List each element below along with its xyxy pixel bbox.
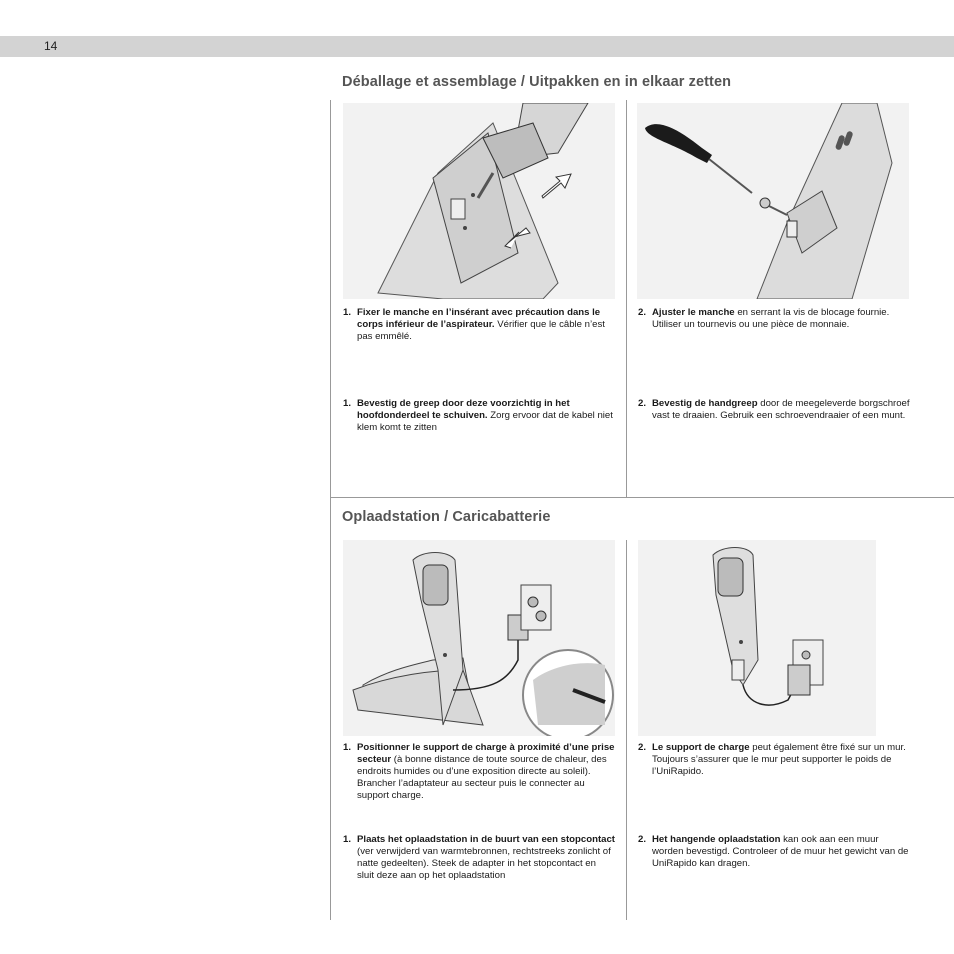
step-nl-wall-mount [638,834,910,870]
left-column-divider [330,100,331,920]
section-title-charging: Oplaadstation / Caricabatterie [342,509,551,525]
middle-divider-top [626,100,627,498]
step-number: 2. [638,398,647,409]
handle-insertion-drawing [343,103,615,299]
step-number: 1. [343,834,352,845]
step-text: (ver verwijderd van warmtebronnen, rechtstreeks zonlicht of natte gedeelten). Steek de adapter in het stopcontact en sluit deze aan op het oplaadstation [357,846,611,881]
middle-divider-bottom [626,540,627,920]
step-text: peut également être fixé sur un mur. Toujours s’assurer que le mur peut supporter le poids de l’UniRapido. [652,742,906,777]
step-number: 1. [343,398,352,409]
step-heading: Fixer le manche en l’insérant avec précaution dans le corps inférieur de l’aspirateur. [357,307,601,330]
step-text: Vérifier que le câble n’est pas emmêlé. [357,319,605,342]
step-heading: Le support de charge [652,742,750,753]
step-heading: Bevestig de greep door deze voorzichtig in het hoofdonderdeel te schuiven. [357,398,570,421]
step-text: Zorg ervoor dat de kabel niet klem komt te zitten [357,410,613,433]
page-number: 14 [44,39,58,53]
step-fr-wall-mount [638,742,910,778]
step-nl-attach-handle [343,398,615,434]
step-fr-position-charger [343,742,615,802]
handle-insertion-illustration [343,103,615,299]
wall-charger-drawing [638,540,876,736]
screw-tightening-illustration [637,103,909,299]
step-text: (à bonne distance de toute source de chaleur, des endroits humides ou d’une exposition directe au soleil). Brancher l’adaptateur au secteur puis le connecter au support charge. [357,754,607,801]
step-number: 2. [638,834,647,845]
step-heading: Ajuster le manche [652,307,735,318]
screw-tightening-drawing [637,103,909,299]
section-divider [330,497,954,498]
page-header-bar [0,36,954,57]
floor-charger-drawing [343,540,615,736]
step-heading: Bevestig de handgreep [652,398,758,409]
step-heading: Het hangende oplaadstation [652,834,781,845]
step-number: 1. [343,742,352,753]
step-fr-attach-handle [343,307,615,343]
floor-charger-illustration [343,540,615,736]
step-number: 2. [638,307,647,318]
wall-charger-illustration [638,540,876,736]
step-text: kan ook aan een muur worden bevestigd. Controleer of de muur het gewicht van de UniRapido kan dragen. [652,834,909,869]
step-heading: Plaats het oplaadstation in de buurt van een stopcontact [357,834,616,845]
step-nl-position-charger [343,834,615,882]
step-heading: Positionner le support de charge à proximité d’une prise secteur [357,742,615,765]
step-fr-adjust-handle [638,307,910,331]
step-nl-adjust-handle [638,398,910,422]
section-title-assembly: Déballage et assemblage / Uitpakken en in elkaar zetten [342,74,732,90]
step-number: 2. [638,742,647,753]
step-text: en serrant la vis de blocage fournie. Utiliser un tournevis ou une pièce de monnaie. [652,307,890,330]
step-number: 1. [343,307,352,318]
step-text: door de meegeleverde borgschroef vast te draaien. Gebruik een schroevendraaier of een munt. [652,398,910,421]
